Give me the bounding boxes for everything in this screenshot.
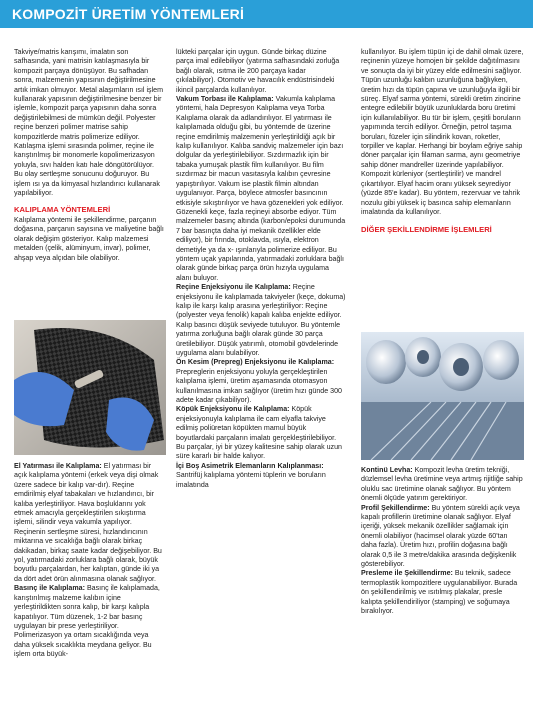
vakum-title: Vakum Torbası ile Kalıplama: bbox=[176, 95, 274, 104]
el-yatirmasi-paragraph bbox=[14, 462, 164, 584]
ici-bos-paragraph bbox=[176, 462, 346, 490]
onkesim-paragraph bbox=[176, 358, 346, 405]
page-title: KOMPOZİT ÜRETİM YÖNTEMLERİ bbox=[12, 6, 245, 22]
profil-body: Bu yöntem sürekli açık veya kapalı profillerin üretimine olanak sağlıyor. Elyaf içeriği, yüksek mekanik özellikler sağlamak için önemli olabiliyor (hacimsel olarak yüzde 60'tan daha fazla). Üretim hızı, profilin doğasına bağlı olarak 0,5 ile 3 metre/dakika arasında değişkenlik gösterebiliyor. bbox=[361, 503, 520, 569]
kontinu-title: Kontinü Levha: bbox=[361, 466, 413, 474]
column-3 bbox=[361, 48, 524, 237]
presleme-title: Presleme ile Şekillendirme: bbox=[361, 569, 453, 578]
presleme-paragraph bbox=[361, 569, 524, 616]
kaliplama-paragraph: Kalıplama yöntemi ile şekillendirme, parçanın doğasına, parçanın sayısına ve maliyetine bağlı olarak değişim gösteriyor. Kalıp malzemesi metalden (çelik, alüminyum, invar), polimer, ahşap veya alçıdan bile olabiliyor. bbox=[14, 215, 164, 262]
basinc-paragraph bbox=[14, 584, 164, 659]
col2-continuation: lükteki parçalar için uygun. Günde birkaç düzine parça imal edilebiliyor (yatırma safhasındaki zorluğa bağlı olarak, ısıtma ile 200 parçaya kadar çıkılabiliyor). Otomotiv ve havacılık endüstrisindeki ikincil parçalarda kullanılıyor. bbox=[176, 48, 340, 94]
profil-paragraph bbox=[361, 504, 524, 570]
kopuk-title: Köpük Enjeksiyonu ile Kalıplama: bbox=[176, 405, 290, 414]
col3-continuation: kullanılıyor. Bu işlem tüpün içi de dahil olmak üzere, reçinenin yüzeye homojen bir şekilde dağıtılmasını ve sonuçta da iyi bir yüzey elde edilmesini sağlıyor. Tüpün uzunluğu kalıbın uzunluğuna bağlıyken, üretim hızı da tüpün çapına ve uzunluğuyla ilgili bir süreç. Elyaf sarma yöntemi, sürekli üretim zincirine entegre edilebilir büyük uzunluklarda boru üretimi için kullanılabiliyor. Bu tür bir işlem, çeşitli boruların yapımında tercih ediliyor. Örneğin, petrol taşıma boruları, füzeler için silindirik kovan, roketler, torpiller ve kaplar. Herhangi bir boylam eğriye sahip döner parçalar için filaman sarma, aynı geometriye sahip döner mandreller üzerinde yapılabiliyor. Kompozit kürleniyor (sertleştirilir) ve mandrel çıkartılıyor. Elyaf hacim oranı yüksek seyrediyor (yüzde 85'e kadar). Bu yöntem, rezervuar ve tahrik nozulu gibi yüksek iç basınca sahip elemanların imalatında da kullanılıyor. bbox=[361, 48, 524, 216]
vakum-paragraph bbox=[176, 95, 346, 283]
el-yatirmasi-title: El Yatırması ile Kalıplama: bbox=[14, 462, 102, 470]
vakum-body: Vakumla kalıplama yöntemi, hala Depresyon Kalıplama veya Torba Kalıplama olarak da adlandırılıyor. El yatırması ile kalıplamada olduğu gibi, bu yöntemde de üzerine reçine emdirilmiş malzemenin yerleştirildiği açık bir kalıp kullanılıyor. Kalıba sandviç malzemeler için bazı dolgular da yerleştirilebiliyor. Sızdırmazlık için bir tabaka yumuşak plastik film kullanılıyor. Bu film sızdırmaz bir macun vasıtasıyla kalıbın çevresine yapıştırılıyor. Vakum ise plastik filmin altından uygulanıyor. Parça, böylece atmosfer basıncının etkisiyle sıkıştırılıyor ve hava gözenekleri yok ediliyor. Gözenekli keçe, fazla reçineyi absorbe ediyor. Tüm malzemeler basınç altında (karbon/epoksi durumunda 7 bar basınçta daha iyi mekanik özellikler elde ediliyor), bir fırında, otoklavda, ısıyla, elektron demetiyle ya da x- ışınlarıyla polimerize ediliyor. Bu yöntem uçak yapılarında, yatırmadaki zorluklara bağlı olarak günde birkaç parça örün hızıyla uygulama alanı buluyor. bbox=[176, 95, 346, 282]
kontinu-body: Kompozit levha üretim tekniği, düzlemsel levha üretimine veya artmış rijitliğe sahip oluklu sac üretimine olanak sağlıyor. Bu yöntem önemli ölçüde yatırım gerektiriyor. bbox=[361, 466, 523, 503]
column-2 bbox=[176, 48, 346, 490]
section-heading-kaliplama: KALIPLAMA YÖNTEMLERİ bbox=[14, 204, 111, 214]
photo-illustration bbox=[14, 320, 166, 455]
carbon-fiber-layup-photo bbox=[14, 320, 166, 455]
onkesim-body: Prepreglerin enjeksiyonu yoluyla gerçekleştirilen kalıplama işlemi, üretim aşamasında otomasyon kullanılmasına imkan sağlıyor (üretim hızı günde 300 adete kadar çıkabiliyor). bbox=[176, 367, 342, 405]
kontinu-paragraph bbox=[361, 466, 524, 504]
kopuk-body: Köpük enjeksiyonuyla kalıplama ile cam elyafla takviye edilmiş poliüretan köpükten mamul büyük boyutlardaki parçaların imalatı gerçekleştirilebiliyor. Bu parçalar, iyi bir yüzey kalitesine sahip olarak uzun süre kararlı bir halde kalıyor. bbox=[176, 405, 342, 461]
ici-bos-title: İçi Boş Asimetrik Elemanların Kalıplanması: bbox=[176, 461, 324, 470]
metal-parts-photo bbox=[361, 332, 524, 460]
section-heading-diger: DİĞER ŞEKİLLENDİRME İŞLEMLERİ bbox=[361, 225, 492, 235]
onkesim-title: Ön Kesim (Prepreg) Enjeksiyonu ile Kalıplama: bbox=[176, 358, 335, 367]
column-1 bbox=[14, 48, 164, 263]
profil-title: Profil Şekillendirme: bbox=[361, 503, 430, 512]
header-bar bbox=[0, 0, 533, 28]
recine-body: Reçine enjeksiyonu ile kalıplamada takviyeler (keçe, dokuma) kalıp ile karşı kalıp arasına yerleştiriliyor: Reçine (polyester veya fenolik) kapalı kalıba enjekte ediliyor. Kalıp basıncı düşük seviyede tutuluyor. Bu yöntemle yatırma zorluğuna bağlı olarak günde 30 parça üretilebiliyor. Düşük yatırımlı, otomobil gövdelerinde uygulama alanı bulabiliyor. bbox=[176, 283, 346, 357]
ici-bos-body: Santrifüj kalıplama yöntemi tüplerin ve boruların imalatında bbox=[176, 471, 326, 489]
photo-illustration-2 bbox=[361, 332, 524, 460]
basinc-body: Basınç ile kalıplamada, karıştırılmış malzeme kalıbın içine yerleştirildikten sonra kalıp, bir karşı kalıpla kapatılıyor. Tüm düzenek, 1-2 bar basınç uygulayan bir prese yerleştiriliyor. Polimerizasyon ya ortam sıcaklığında veya daha yüksek sıcaklıkta meydana geliyor. Bu işlem orta büyük- bbox=[14, 584, 160, 659]
column-1-lower bbox=[14, 462, 164, 660]
kopuk-paragraph bbox=[176, 405, 346, 461]
presleme-body: Bu teknik, sadece termoplastik kompozitlere uygulanabiliyor. Burada ön şekillendirilmiş ve ısıtılmış plakalar, presle kalıpta şekillendiriliyor (stamping) ve soğumaya bırakılıyor. bbox=[361, 569, 518, 616]
basinc-title: Basınç ile Kalıplama: bbox=[14, 584, 85, 593]
intro-paragraph: Takviye/matris karışımı, imalatın son safhasında, yani matrisin katılaşmasıyla bir kompozit parçaya dönüşüyor. Bu safhadan sonra, malzemenin yapısının değiştirilmesine artık imkan olmuyor. Metal alaşımların ısıl işlem kullanarak yapısının değiştirilmesine benzer bir işlemle, kompozit parça yapısının daha sonra değiştirilebilmesi de mümkün değil. Polyester reçine benzeri polimer matrise sahip kompozitlerde matris polimerize ediliyor. Katılaşma işlemi sırasında polimer, reçine ile karıştırılmış bir monomerle kopolimerizasyon yoluyla, sıvı halden katı hale döngütörülüyor. Bu olay sertleşme sonucunu doğuruyor. Bu işlem ısı ya da kimyasal hızlandırıcı kullanarak yapılabiliyor. bbox=[14, 48, 164, 198]
recine-title: Reçine Enjeksiyonu ile Kalıplama: bbox=[176, 283, 291, 292]
recine-paragraph bbox=[176, 283, 346, 358]
el-yatirmasi-body: El yatırması bir açık kalıplama yöntemi (erkek veya dişi olmak üzere sadece bir kalıp var-dır). Reçine emdirilmiş elyaf tabakaları ve hızlandırıcı, bir kalıba yerleştiriliyor. Hava boşluklarını yok etmek amacıyla gerçekleştirilen sıkıştırma işlemi, silindir veya vakumla yapılıyor. Reçinenin sertleşme süresi, hızlandırıcının miktarına ve sıcaklığa bağlı olarak birkaç dakikadan, birkaç saate kadar değişebiliyor. Bu yol, yatırmadaki zorluklara bağlı olarak, büyük boyutlu parçalardan, her kalıptan, günde iki ya da dört adet örün alınmasına olanak sağlıyor. bbox=[14, 462, 162, 583]
column-3-lower bbox=[361, 466, 524, 617]
